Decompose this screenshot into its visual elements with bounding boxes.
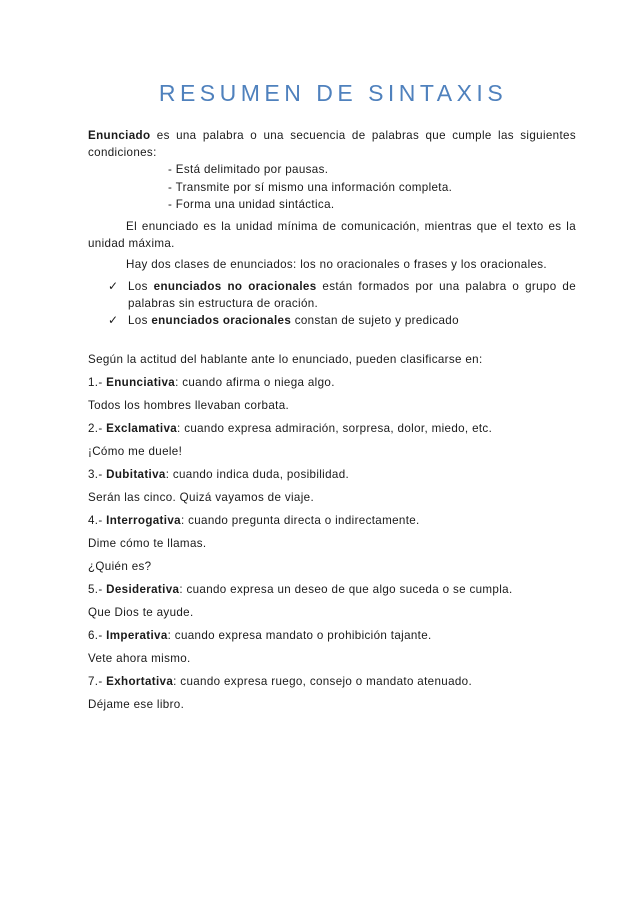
checklist bbox=[88, 278, 576, 329]
type-example: Que Dios te ayude. bbox=[88, 605, 194, 619]
type-name: Enunciativa bbox=[106, 375, 176, 389]
condition-item: - Forma una unidad sintáctica. bbox=[168, 198, 335, 211]
type-number: 6.- bbox=[88, 628, 107, 642]
type-description: : cuando indica duda, posibilidad. bbox=[165, 467, 350, 481]
page-title: RESUMEN DE SINTAXIS bbox=[158, 80, 508, 106]
type-name: Exclamativa bbox=[106, 421, 178, 435]
type-line bbox=[88, 581, 576, 598]
checklist-term: enunciados oracionales bbox=[151, 313, 292, 327]
checklist-item bbox=[88, 312, 576, 329]
type-description: : cuando expresa mandato o prohibición tajante. bbox=[167, 628, 432, 642]
type-name: Interrogativa bbox=[106, 513, 181, 527]
type-example: Serán las cinco. Quizá vayamos de viaje. bbox=[88, 490, 315, 504]
checklist-prefix: Los bbox=[128, 313, 152, 327]
definition-paragraph bbox=[88, 127, 576, 161]
conditions-list bbox=[88, 161, 576, 214]
checklist-prefix: Los bbox=[128, 279, 154, 293]
definition-text: es una palabra o una secuencia de palabras que cumple las siguientes condiciones: bbox=[88, 129, 576, 159]
type-example: Dime cómo te llamas. bbox=[88, 536, 207, 550]
checklist-item bbox=[88, 278, 576, 312]
type-name: Desiderativa bbox=[106, 582, 180, 596]
type-number: 1.- bbox=[88, 375, 107, 389]
type-name: Imperativa bbox=[106, 628, 168, 642]
checklist-text: están formados por una palabra o grupo de palabras sin estructura de oración. bbox=[128, 279, 576, 310]
type-name: Exhortativa bbox=[106, 674, 174, 688]
type-description: : cuando expresa un deseo de que algo suceda o se cumpla. bbox=[179, 582, 513, 596]
type-line bbox=[88, 673, 576, 690]
type-number: 2.- bbox=[88, 421, 107, 435]
type-number: 7.- bbox=[88, 674, 107, 688]
type-number: 4.- bbox=[88, 513, 107, 527]
definition-term: Enunciado bbox=[88, 129, 151, 142]
checklist-term: enunciados no oracionales bbox=[153, 279, 317, 293]
type-line bbox=[88, 627, 576, 644]
checkmark-icon: ✓ bbox=[108, 278, 119, 293]
type-name: Dubitativa bbox=[106, 467, 166, 481]
condition-item: - Transmite por sí mismo una información completa. bbox=[168, 180, 453, 194]
type-example: ¡Cómo me duele! bbox=[88, 444, 183, 458]
type-description: : cuando pregunta directa o indirectamente. bbox=[180, 513, 420, 527]
sentence-types bbox=[88, 351, 576, 713]
checklist-text: constan de sujeto y predicado bbox=[291, 313, 459, 327]
type-line bbox=[88, 374, 576, 391]
classes-paragraph: Hay dos clases de enunciados: los no oracionales o frases y los oracionales. bbox=[126, 257, 548, 271]
checkmark-icon: ✓ bbox=[108, 312, 119, 327]
type-example: Vete ahora mismo. bbox=[88, 651, 191, 665]
document-body bbox=[88, 127, 576, 719]
type-line bbox=[88, 466, 576, 483]
type-description: : cuando afirma o niega algo. bbox=[175, 375, 335, 389]
intro-line: Según la actitud del hablante ante lo enunciado, pueden clasificarse en: bbox=[88, 352, 483, 366]
type-example: Todos los hombres llevaban corbata. bbox=[88, 398, 290, 412]
type-line bbox=[88, 420, 576, 437]
type-description: : cuando expresa ruego, consejo o mandato atenuado. bbox=[173, 674, 473, 688]
type-example: Déjame ese libro. bbox=[88, 697, 185, 711]
type-description: : cuando expresa admiración, sorpresa, dolor, miedo, etc. bbox=[177, 421, 493, 435]
type-line bbox=[88, 512, 576, 529]
unit-paragraph: El enunciado es la unidad mínima de comunicación, mientras que el texto es la unidad máxima. bbox=[88, 219, 576, 250]
condition-item: - Está delimitado por pausas. bbox=[168, 163, 329, 176]
type-example: ¿Quién es? bbox=[88, 559, 152, 573]
type-number: 3.- bbox=[88, 467, 107, 481]
type-number: 5.- bbox=[88, 582, 107, 596]
